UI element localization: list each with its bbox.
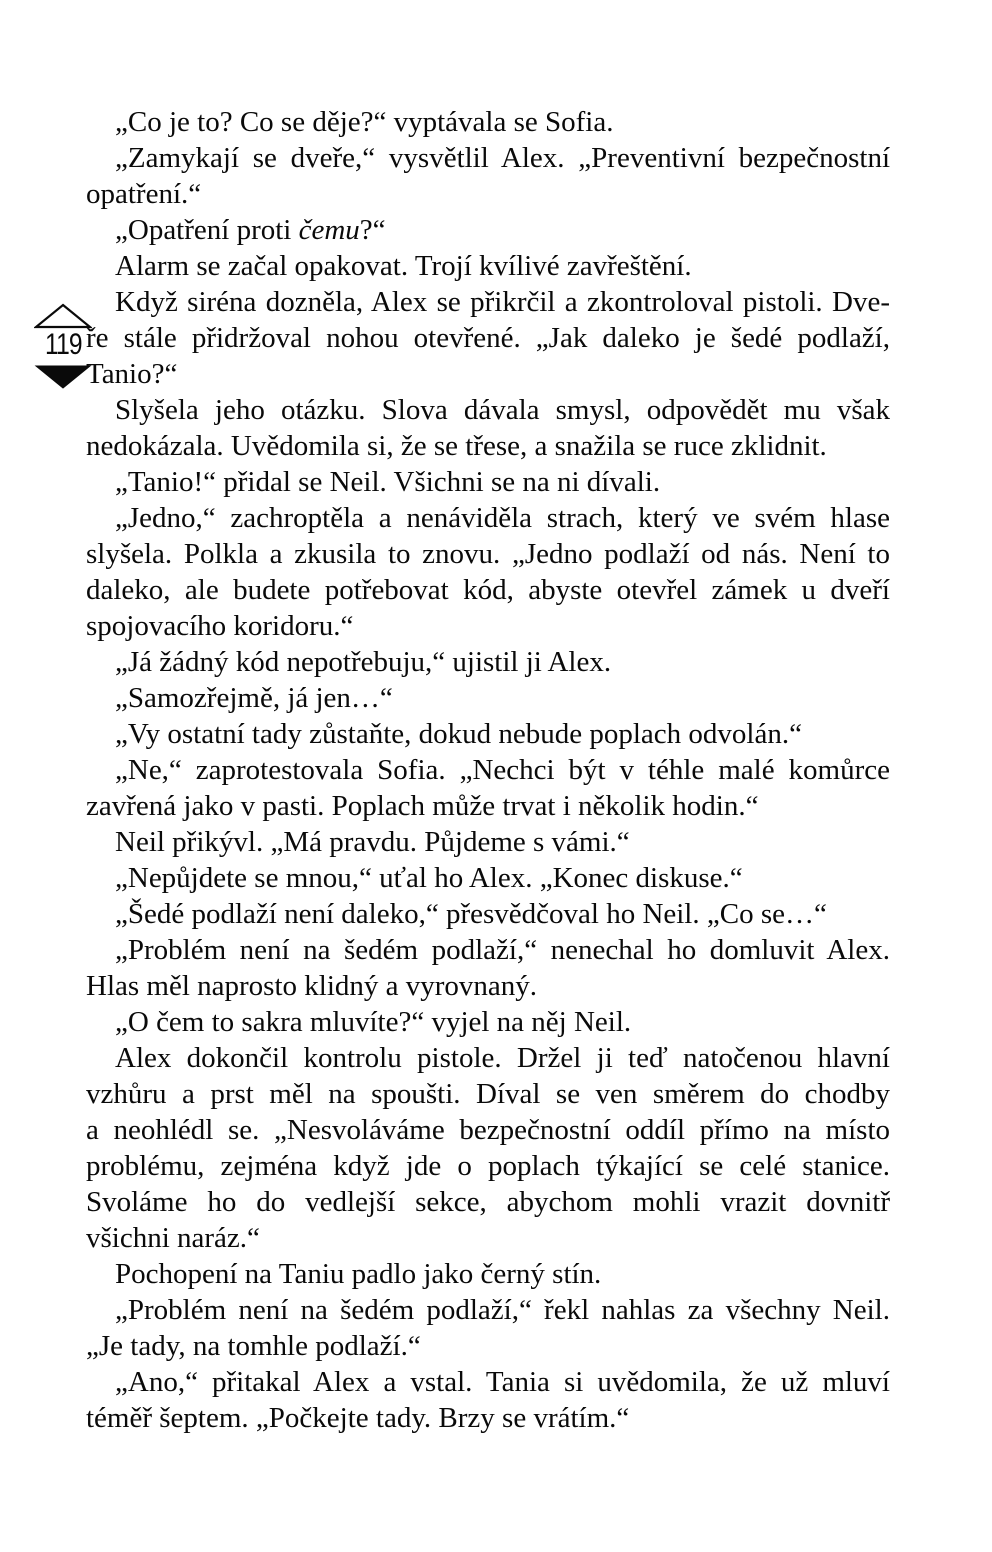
text-line: „Ano,“ přitakal Alex a vstal. Tania si uvědomila, že už mluví bbox=[115, 1366, 890, 1398]
text-line: Alex dokončil kontrolu pistole. Držel ji teď natočenou hlavní bbox=[115, 1042, 890, 1074]
text-segment: „Opatření proti bbox=[115, 214, 299, 246]
text-line: ře stále přidržoval nohou otevřené. „Jak daleko je šedé podlaží, bbox=[86, 322, 890, 354]
text-line: slyšela. Polkla a zkusila to znovu. „Jedno podlaží od nás. Není to bbox=[86, 538, 890, 570]
text-line: téměř šeptem. „Počkejte tady. Brzy se vrátím.“ bbox=[86, 1402, 630, 1434]
page-number: 119 bbox=[44, 328, 82, 361]
text-line: „Já žádný kód nepotřebuju,“ ujistil ji Alex. bbox=[115, 646, 612, 678]
text-line: Když siréna dozněla, Alex se přikrčil a zkontroloval pistoli. Dve- bbox=[115, 286, 890, 318]
text-line: „Nepůjdete se mnou,“ uťal ho Alex. „Konec diskuse.“ bbox=[115, 862, 743, 894]
text-line: Neil přikývl. „Má pravdu. Půjdeme s vámi.“ bbox=[115, 826, 630, 858]
text-line: „Ne,“ zaprotestovala Sofia. „Nechci být v téhle malé komůrce bbox=[115, 754, 890, 786]
text-line: „Zamykají se dveře,“ vysvětlil Alex. „Preventivní bezpečnostní bbox=[115, 142, 890, 174]
text-line bbox=[86, 212, 890, 248]
page-navigator bbox=[34, 303, 92, 390]
italic-text: čemu bbox=[298, 214, 360, 246]
text-line: a neohlédl se. „Nesvoláváme bezpečnostní oddíl přímo na místo bbox=[86, 1114, 890, 1146]
text-segment: ?“ bbox=[359, 214, 386, 246]
text-line: „Samozřejmě, já jen…“ bbox=[115, 682, 393, 714]
page-text bbox=[86, 104, 890, 1436]
text-line: Svoláme ho do vedlejší sekce, abychom mohli vrazit dovnitř bbox=[86, 1186, 890, 1218]
text-line: Hlas měl naprosto klidný a vyrovnaný. bbox=[86, 970, 538, 1002]
text-line: zavřená jako v pasti. Poplach může trvat i několik hodin.“ bbox=[86, 790, 759, 822]
text-line: „Je tady, na tomhle podlaží.“ bbox=[86, 1330, 421, 1362]
next-page-button[interactable] bbox=[34, 364, 92, 390]
text-line: „Tanio!“ přidal se Neil. Všichni se na ni dívali. bbox=[115, 466, 661, 498]
text-line: „Problém není na šedém podlaží,“ nenechal ho domluvit Alex. bbox=[115, 934, 890, 966]
text-line: spojovacího koridoru.“ bbox=[86, 610, 354, 642]
text-line: Pochopení na Taniu padlo jako černý stín. bbox=[115, 1258, 602, 1290]
prev-page-button[interactable] bbox=[34, 303, 92, 329]
text-line: Tanio?“ bbox=[86, 358, 178, 390]
text-line: „Jedno,“ zachroptěla a nenáviděla strach, který ve svém hlase bbox=[115, 502, 890, 534]
text-line: vzhůru a prst měl na spoušti. Díval se ven směrem do chodby bbox=[86, 1078, 890, 1110]
text-line: „Vy ostatní tady zůstaňte, dokud nebude poplach odvolán.“ bbox=[115, 718, 802, 750]
text-line: daleko, ale budete potřebovat kód, abyste otevřel zámek u dveří bbox=[86, 574, 890, 606]
text-line: „Problém není na šedém podlaží,“ řekl nahlas za všechny Neil. bbox=[115, 1294, 890, 1326]
text-line: všichni naráz.“ bbox=[86, 1222, 260, 1254]
text-line: „Šedé podlaží není daleko,“ přesvědčoval ho Neil. „Co se…“ bbox=[115, 898, 827, 930]
text-line: Alarm se začal opakovat. Trojí kvílivé zavřeštění. bbox=[115, 250, 692, 282]
text-line: nedokázala. Uvědomila si, že se třese, a snažila se ruce zklidnit. bbox=[86, 430, 827, 462]
text-line: „Co je to? Co se děje?“ vyptávala se Sofia. bbox=[115, 106, 614, 138]
text-line: problému, zejména když jde o poplach týkající se celé stanice. bbox=[86, 1150, 890, 1182]
text-line: „O čem to sakra mluvíte?“ vyjel na něj Neil. bbox=[115, 1006, 632, 1038]
text-line: Slyšela jeho otázku. Slova dávala smysl, odpovědět mu však bbox=[115, 394, 890, 426]
page-down-icon bbox=[34, 377, 92, 392]
text-line: opatření.“ bbox=[86, 178, 202, 210]
